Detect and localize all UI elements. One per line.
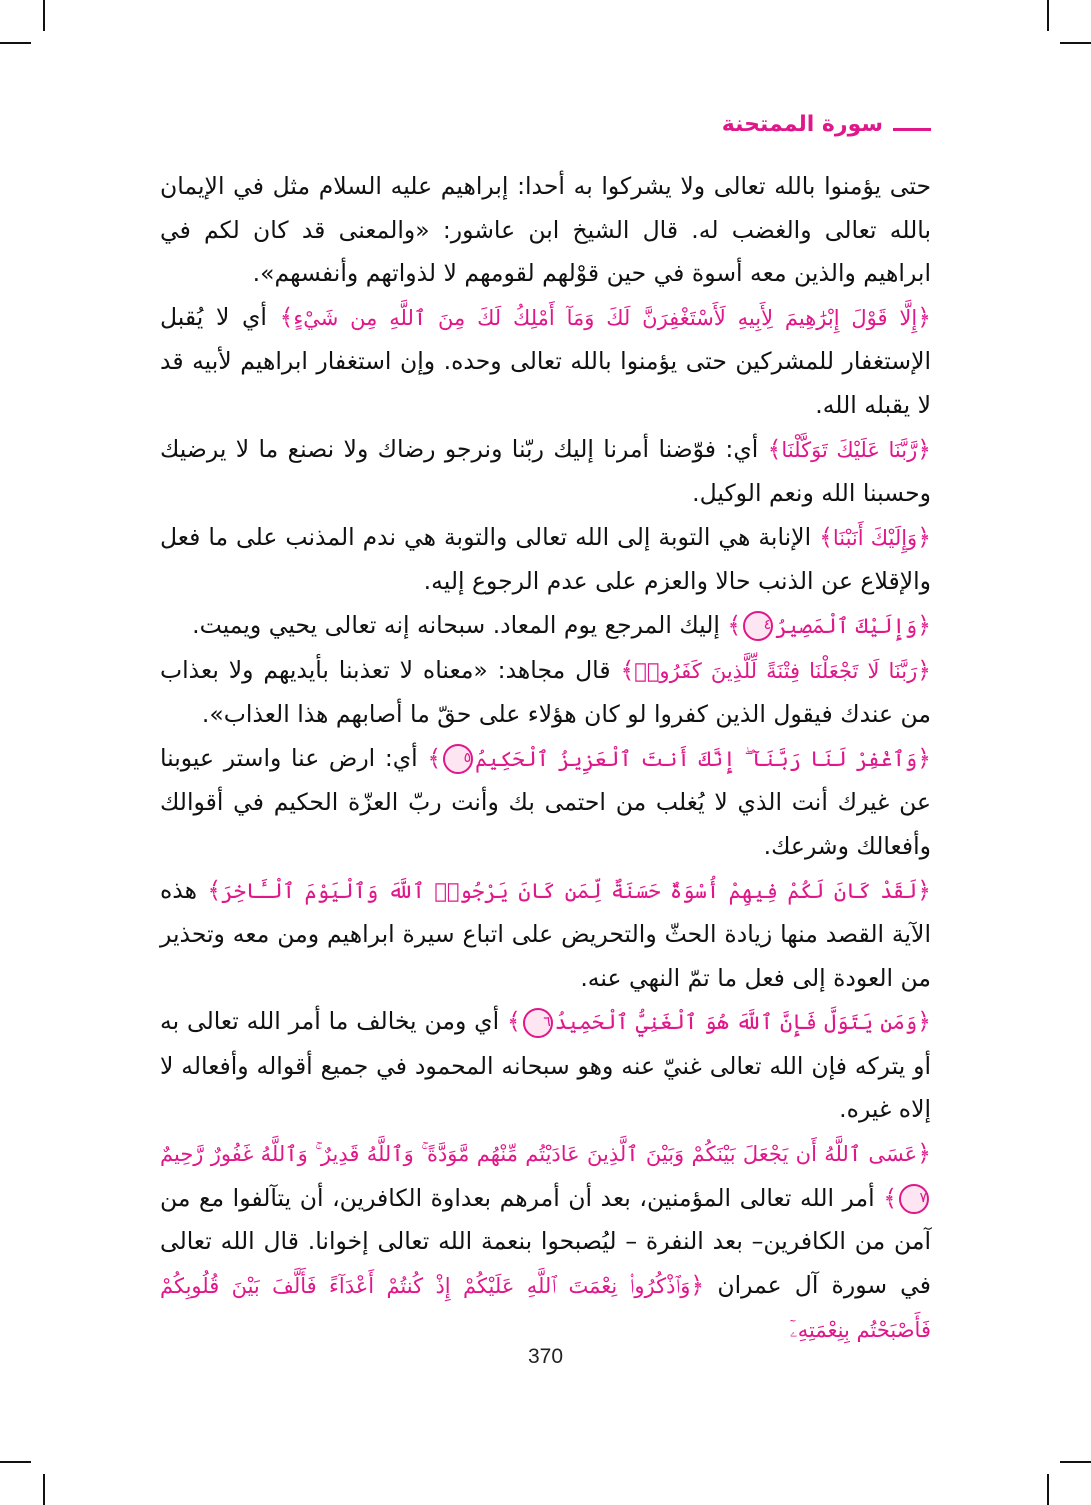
verse-close-bracket: ﴾	[819, 522, 833, 551]
running-header	[722, 112, 931, 137]
crop-mark-top-left-vertical	[43, 0, 45, 31]
commentary-text: أي ومن يخالف ما أمر الله تعالى به أو يتركه فإن الله تعالى غنيّ عنه وهو سبحانه المحمود في جميع أقواله وأفعاله لا إلاه غيره.	[160, 1007, 931, 1124]
paragraph-8	[160, 869, 931, 1001]
verse-close-bracket: ﴾	[279, 302, 294, 331]
quran-verse: رَّبَّنَا عَلَيْكَ تَوَكَّلْنَا	[781, 437, 918, 462]
crop-mark-bottom-right-horizontal	[1060, 1461, 1091, 1463]
verse-close-bracket: ﴾	[506, 1007, 521, 1036]
paragraph-2	[160, 296, 931, 428]
commentary-text: أي: فوّضنا أمرنا إليك ربّنا ونرجو رضاك ولا نصنع ما لا يرضيك وحسبنا الله ونعم الوكيل.	[160, 434, 931, 508]
verse-open-bracket: ﴿	[690, 1270, 705, 1299]
verse-close-bracket: ﴾	[207, 875, 222, 904]
ayah-number-medallion-icon: ٧	[899, 1184, 929, 1214]
commentary-text: هذه الآية القصد منها زيادة الحثّ والتحريض على اتباع سيرة ابراهيم ومن معه وتحذير من العودة إلى فعل ما تمّ النهي عنه.	[160, 875, 931, 992]
commentary-text: أمر الله تعالى المؤمنين، بعد أن أمرهم بعداوة الكافرين، أن يتآلفوا مع من آمن من الكافرين– بعد النفرة – ليُصبحوا بنعمة الله تعالى إخوانا. قال الله تعالى في سورة آل عمران	[160, 1183, 931, 1299]
quran-verse: عَسَى ٱللَّهُ أَن يَجْعَلَ بَيْنَكُمْ وَبَيْنَ ٱلَّذِينَ عَادَيْتُم مِّنْهُم مَّوَدَّةً ۚ وَٱللَّهُ قَدِيرٌ ۚ وَٱللَّهُ غَفُورٌ رَّحِيمٌ	[160, 1142, 918, 1167]
surah-title: سورة الممتحنة	[721, 112, 883, 137]
verse-open-bracket: ﴿	[917, 610, 931, 639]
ayah-number-medallion-icon: ٦	[523, 1008, 553, 1038]
page-number: 370	[527, 1345, 564, 1368]
verse-close-bracket: ﴾	[620, 655, 635, 684]
paragraph-5	[160, 604, 931, 649]
quran-verse: رَبَّنَا لَا تَجْعَلْنَا فِتْنَةً لِّلَّذِينَ كَفَرُوا۟	[634, 658, 918, 683]
quran-verse: وَٱغْفِرْ لَنَا رَبَّنَآ ۖ إِنَّكَ أَنتَ ٱلْعَزِيزُ ٱلْحَكِيمُ	[475, 746, 918, 771]
quran-verse: وَإِلَيْكَ ٱلْمَصِيرُ	[775, 613, 918, 638]
commentary-text: إليك المرجع يوم المعاد. سبحانه إنه تعالى يحيي ويميت.	[192, 610, 720, 639]
quran-verse: إِلَّا قَوْلَ إِبْرَٰهِيمَ لِأَبِيهِ لَأَسْتَغْفِرَنَّ لَكَ وَمَآ أَمْلِكُ لَكَ مِنَ ٱللَّهِ مِن شَيْءٍ	[293, 305, 918, 330]
paragraph-10	[160, 1132, 931, 1353]
crop-mark-bottom-left-vertical	[43, 1474, 45, 1505]
paragraph-9	[160, 1000, 931, 1132]
verse-open-bracket: ﴿	[917, 875, 931, 904]
verse-open-bracket: ﴿	[917, 302, 931, 331]
ayah-number-medallion-icon: ٥	[443, 744, 473, 774]
crop-mark-bottom-left-horizontal	[0, 1461, 31, 1463]
paragraph-3	[160, 428, 931, 516]
paragraph-7	[160, 737, 931, 869]
commentary-text: الإنابة هي التوبة إلى الله تعالى والتوبة هي ندم المذنب على ما فعل والإقلاع عن الذنب حالا والعزم على عدم الرجوع إليه.	[160, 522, 931, 596]
ayah-number-medallion-icon: ٤	[743, 611, 773, 641]
commentary-text: أي: ارض عنا واستر عيوبنا عن غيرك أنت الذي لا يُغلب من احتمى بك وأنت ربّ العزّة الحكيم في أقوالك وأفعالك وشرعك.	[160, 743, 931, 860]
verse-open-bracket: ﴿	[917, 1007, 931, 1036]
verse-open-bracket: ﴿	[917, 655, 931, 684]
page-body	[160, 165, 931, 1353]
quran-verse: لَقَدْ كَانَ لَكُمْ فِيهِمْ أُسْوَةٌ حَسَنَةٌ لِّمَن كَانَ يَرْجُوا۟ ٱللَّهَ وَٱلْيَوْمَ ٱلْـَٔاخِرَ	[221, 878, 918, 903]
verse-close-bracket: ﴾	[427, 743, 442, 772]
paragraph-6	[160, 649, 931, 737]
paragraph-4	[160, 516, 931, 604]
commentary-text: قال مجاهد: «معناه لا تعذبنا بأيديهم ولا بعذاب من عندك فيقول الذين كفروا لو كان هؤلاء على حقّ ما أصابهم هذا العذاب».	[160, 655, 931, 729]
verse-open-bracket: ﴿	[917, 743, 931, 772]
verse-close-bracket: ﴾	[883, 1183, 897, 1212]
crop-mark-bottom-right-vertical	[1047, 1474, 1049, 1505]
paragraph-1	[160, 165, 931, 296]
quran-verse: وَإِلَيْكَ أَنَبْنَا	[832, 525, 918, 550]
verse-close-bracket: ﴾	[727, 610, 742, 639]
crop-mark-top-left-horizontal	[0, 42, 31, 44]
verse-open-bracket: ﴿	[917, 1139, 931, 1168]
commentary-text: أي لا يُقبل الإستغفار للمشركين حتى يؤمنوا بالله تعالى وحده. وإن استغفار ابراهيم لأبيه قد لا يقبله الله.	[160, 302, 931, 419]
verse-open-bracket: ﴿	[917, 522, 931, 551]
header-dash	[893, 128, 931, 131]
verse-open-bracket: ﴿	[917, 434, 931, 463]
crop-mark-top-right-horizontal	[1060, 42, 1091, 44]
crop-mark-top-right-vertical	[1047, 0, 1049, 31]
verse-close-bracket: ﴾	[767, 434, 782, 463]
trailing-quran-verse: وَٱذْكُرُوا۟ نِعْمَتَ ٱللَّهِ عَلَيْكُمْ إِذْ كُنتُمْ أَعْدَآءً فَأَلَّفَ بَيْنَ قُلُوبِكُمْ فَأَصْبَحْتُم بِنِعْمَتِهِۦٓ	[160, 1273, 931, 1343]
quran-verse: وَمَن يَتَوَلَّ فَإِنَّ ٱللَّهَ هُوَ ٱلْغَنِيُّ ٱلْحَمِيدُ	[554, 1010, 918, 1035]
commentary-text: حتى يؤمنوا بالله تعالى ولا يشركوا به أحدا: إبراهيم عليه السلام مثل في الإيمان بالله تعالى والغضب له. قال الشيخ ابن عاشور: «والمعنى قد كان لكم في ابراهيم والذين معه أسوة في حين قوْلهم لقومهم لا لذواتهم وأنفسهم».	[160, 172, 931, 288]
